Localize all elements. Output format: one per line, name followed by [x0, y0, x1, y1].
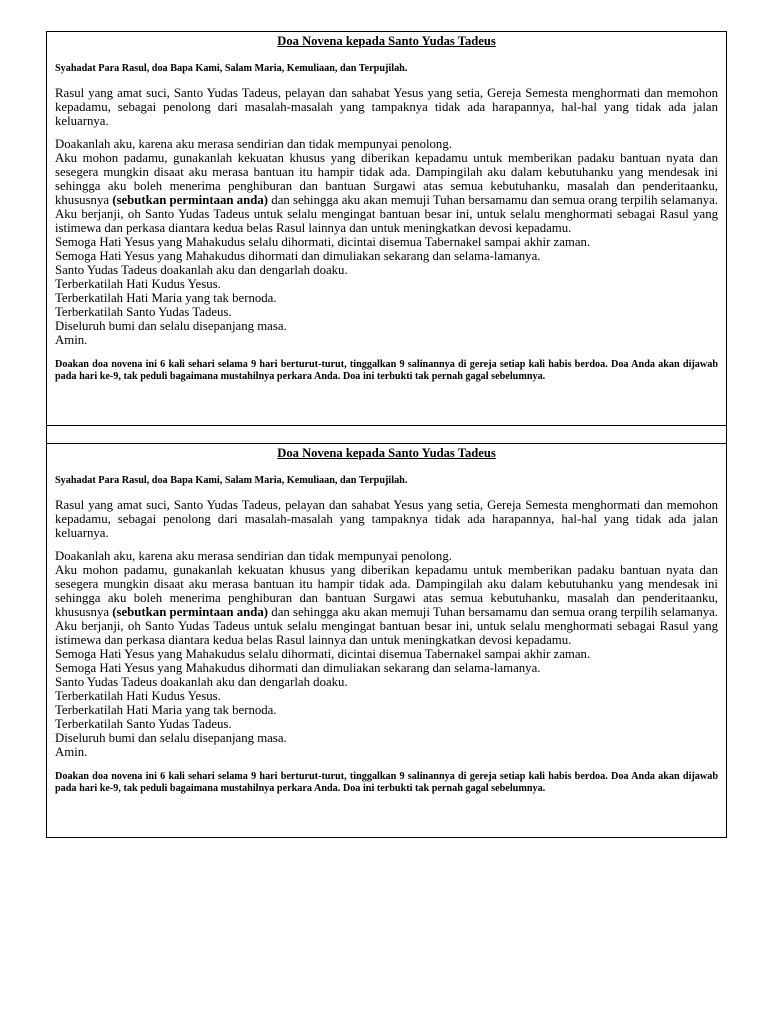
prayer-card-1 — [46, 31, 727, 426]
prayer-line: Semoga Hati Yesus yang Mahakudus dihormati dan dimuliakan sekarang dan selama-lamanya. — [55, 249, 541, 263]
prayer-line: Santo Yudas Tadeus doakanlah aku dan dengarlah doaku. — [55, 675, 348, 689]
prayer-line: Diseluruh bumi dan selalu disepanjang masa. — [55, 319, 287, 333]
prayer-line: Diseluruh bumi dan selalu disepanjang masa. — [55, 731, 287, 745]
prayer-line: Terberkatilah Hati Kudus Yesus. — [55, 689, 221, 703]
prayer-title: Doa Novena kepada Santo Yudas Tadeus — [277, 446, 496, 460]
separator-row — [46, 426, 727, 444]
prayer-intro: Syahadat Para Rasul, doa Bapa Kami, Salam Maria, Kemuliaan, dan Terpujilah. — [55, 63, 408, 74]
prayer-line: Semoga Hati Yesus yang Mahakudus dihormati dan dimuliakan sekarang dan selama-lamanya. — [55, 661, 541, 675]
request-placeholder: (sebutkan permintaan anda) — [112, 605, 269, 619]
prayer-title: Doa Novena kepada Santo Yudas Tadeus — [277, 34, 496, 48]
prayer-card-2 — [46, 444, 727, 838]
prayer-line: Terberkatilah Santo Yudas Tadeus. — [55, 305, 232, 319]
prayer-line: Terberkatilah Hati Kudus Yesus. — [55, 277, 221, 291]
prayer-line: Terberkatilah Santo Yudas Tadeus. — [55, 717, 232, 731]
prayer-paragraph-2-part-2: dan sehingga aku akan memuji Tuhan bersamamu dan semua orang terpilih selamanya. Aku berjanji, oh Santo Yudas Tadeus untuk selalu mengingat bantuan besar ini, untuk selalu menghormati sebagai Rasul yang istimewa dan perkasa diantara kedua belas Rasul lainnya dan untuk meningkatkan devosi kepadamu. — [55, 193, 718, 235]
prayer-line: Terberkatilah Hati Maria yang tak bernoda. — [55, 703, 277, 717]
prayer-amen: Amin. — [55, 745, 88, 759]
novena-instructions: Doakan doa novena ini 6 kali sehari selama 9 hari berturut-turut, tinggalkan 9 salinannya di gereja setiap kali habis berdoa. Doa Anda akan dijawab pada hari ke-9, tak peduli bagaimana mustahilnya perkara Anda. Doa ini terbukti tak pernah gagal sebelumnya. — [55, 359, 718, 382]
prayer-line: Semoga Hati Yesus yang Mahakudus selalu dihormati, dicintai disemua Tabernakel sampai akhir zaman. — [55, 235, 591, 249]
prayer-paragraph-2-opening: Doakanlah aku, karena aku merasa sendirian dan tidak mempunyai penolong. — [55, 137, 452, 151]
document-sheet — [46, 31, 727, 838]
prayer-paragraph-2-part-1: Aku mohon padamu, gunakanlah kekuatan khusus yang diberikan kepadamu untuk memberikan padaku bantuan nyata dan sesegera mungkin disaat aku merasa bantuan itu hampir tidak ada. Dampingilah aku dalam kebutuhanku yang mendesak ini sehingga aku boleh menerima penghiburan dan bantuan Surgawi atas semua kebutuhanku, masalah dan penderitaanku, khususnya — [55, 563, 718, 619]
prayer-paragraph-1: Rasul yang amat suci, Santo Yudas Tadeus, pelayan dan sahabat Yesus yang setia, Gereja Semesta menghormati dan memohon kepadamu, sebagai penolong dari masalah-masalah yang tampaknya tidak ada harapannya, hal-hal yang tidak ada jalan keluarnya. — [55, 498, 718, 540]
prayer-paragraph-1: Rasul yang amat suci, Santo Yudas Tadeus, pelayan dan sahabat Yesus yang setia, Gereja Semesta menghormati dan memohon kepadamu, sebagai penolong dari masalah-masalah yang tampaknya tidak ada harapannya, hal-hal yang tidak ada jalan keluarnya. — [55, 86, 718, 128]
prayer-paragraph-2-part-2: dan sehingga aku akan memuji Tuhan bersamamu dan semua orang terpilih selamanya. Aku berjanji, oh Santo Yudas Tadeus untuk selalu mengingat bantuan besar ini, untuk selalu menghormati sebagai Rasul yang istimewa dan perkasa diantara kedua belas Rasul lainnya dan untuk meningkatkan devosi kepadamu. — [55, 605, 718, 647]
prayer-line: Terberkatilah Hati Maria yang tak bernoda. — [55, 291, 277, 305]
prayer-amen: Amin. — [55, 333, 88, 347]
prayer-paragraph-2 — [55, 563, 718, 647]
novena-instructions: Doakan doa novena ini 6 kali sehari selama 9 hari berturut-turut, tinggalkan 9 salinannya di gereja setiap kali habis berdoa. Doa Anda akan dijawab pada hari ke-9, tak peduli bagaimana mustahilnya perkara Anda. Doa ini terbukti tak pernah gagal sebelumnya. — [55, 771, 718, 794]
prayer-intro: Syahadat Para Rasul, doa Bapa Kami, Salam Maria, Kemuliaan, dan Terpujilah. — [55, 475, 408, 486]
prayer-line: Semoga Hati Yesus yang Mahakudus selalu dihormati, dicintai disemua Tabernakel sampai akhir zaman. — [55, 647, 591, 661]
prayer-paragraph-2-part-1: Aku mohon padamu, gunakanlah kekuatan khusus yang diberikan kepadamu untuk memberikan padaku bantuan nyata dan sesegera mungkin disaat aku merasa bantuan itu hampir tidak ada. Dampingilah aku dalam kebutuhanku yang mendesak ini sehingga aku boleh menerima penghiburan dan bantuan Surgawi atas semua kebutuhanku, masalah dan penderitaanku, khususnya — [55, 151, 718, 207]
prayer-paragraph-2-opening: Doakanlah aku, karena aku merasa sendirian dan tidak mempunyai penolong. — [55, 549, 452, 563]
request-placeholder: (sebutkan permintaan anda) — [112, 193, 269, 207]
prayer-line: Santo Yudas Tadeus doakanlah aku dan dengarlah doaku. — [55, 263, 348, 277]
prayer-paragraph-2 — [55, 151, 718, 235]
